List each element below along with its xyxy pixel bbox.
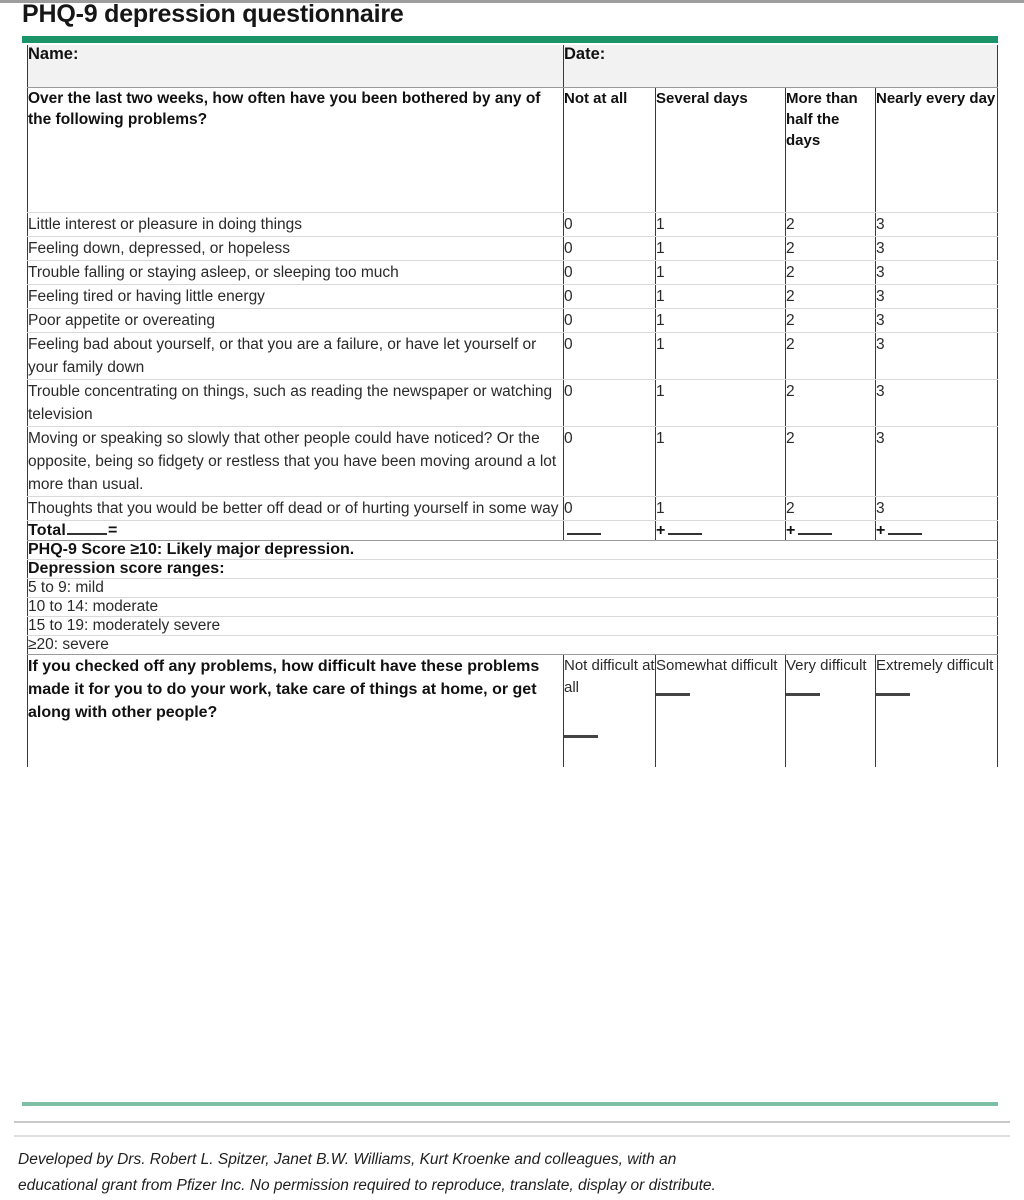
total-col-more-than-half[interactable] (786, 521, 876, 541)
total-blank-line[interactable] (888, 521, 922, 535)
item-score-3[interactable]: 3 (876, 333, 998, 380)
difficulty-option-somewhat-difficult[interactable] (656, 655, 786, 768)
item-score-3[interactable]: 3 (876, 261, 998, 285)
table-row (28, 213, 998, 237)
item-score-3[interactable]: 3 (876, 285, 998, 309)
name-label: Name: (28, 45, 79, 63)
prompt-header-row (28, 88, 998, 213)
total-row (28, 521, 998, 541)
footer-divider-rule (14, 1121, 1010, 1123)
option-header-several-days: Several days (656, 88, 786, 213)
date-label: Date: (564, 45, 606, 63)
questionnaire-table-wrapper (27, 45, 997, 767)
table-row (28, 427, 998, 497)
item-text: Trouble falling or staying asleep, or sleeping too much (28, 261, 564, 285)
item-score-1[interactable]: 1 (656, 497, 786, 521)
total-label-cell[interactable] (28, 521, 564, 541)
item-score-2[interactable]: 2 (786, 309, 876, 333)
name-field-cell[interactable] (28, 45, 564, 88)
difficulty-option-label: Extremely difficult (876, 657, 994, 674)
difficulty-option-very-difficult[interactable] (786, 655, 876, 768)
item-score-0[interactable]: 0 (564, 427, 656, 497)
functional-difficulty-row (28, 655, 998, 768)
table-row (28, 285, 998, 309)
item-score-2[interactable]: 2 (786, 285, 876, 309)
item-score-1[interactable]: 1 (656, 213, 786, 237)
name-date-row (28, 45, 998, 88)
difficulty-option-label: Not difficult at all (564, 657, 655, 696)
total-equals: = (108, 522, 118, 539)
total-label: Total (28, 522, 67, 539)
page-title: PHQ-9 depression questionnaire (22, 0, 404, 28)
item-score-3[interactable]: 3 (876, 497, 998, 521)
score-range-mild: 5 to 9: mild (28, 579, 998, 598)
item-score-3[interactable]: 3 (876, 427, 998, 497)
green-accent-bar (22, 36, 998, 43)
difficulty-option-extremely-difficult[interactable] (876, 655, 998, 768)
item-score-1[interactable]: 1 (656, 333, 786, 380)
item-score-0[interactable]: 0 (564, 285, 656, 309)
item-score-2[interactable]: 2 (786, 237, 876, 261)
difficulty-option-label: Very difficult (786, 657, 867, 674)
item-score-0[interactable]: 0 (564, 309, 656, 333)
item-text: Poor appetite or overeating (28, 309, 564, 333)
table-row (28, 309, 998, 333)
item-text: Feeling tired or having little energy (28, 285, 564, 309)
item-score-0[interactable]: 0 (564, 333, 656, 380)
footer-attribution-line-1: Developed by Drs. Robert L. Spitzer, Janet B.W. Williams, Kurt Kroenke and colleagues, with an (18, 1151, 677, 1168)
total-col-several-days[interactable] (656, 521, 786, 541)
difficulty-blank-line[interactable] (876, 693, 910, 696)
item-score-2[interactable]: 2 (786, 213, 876, 237)
total-blank-line[interactable] (668, 521, 702, 535)
plus-sign: + (786, 522, 796, 539)
item-score-2[interactable]: 2 (786, 333, 876, 380)
questionnaire-table (27, 45, 998, 767)
score-range-row (28, 636, 998, 655)
difficulty-question: If you checked off any problems, how difficult have these problems made it for you to do your work, take care of things at home, or get along with other people? (28, 655, 564, 768)
item-score-0[interactable]: 0 (564, 497, 656, 521)
option-header-nearly-every-day: Nearly every day (876, 88, 998, 213)
item-score-0[interactable]: 0 (564, 237, 656, 261)
ranges-heading: Depression score ranges: (28, 560, 998, 579)
prompt-question: Over the last two weeks, how often have you been bothered by any of the following problems? (28, 88, 564, 213)
item-text: Moving or speaking so slowly that other people could have noticed? Or the opposite, being so fidgety or restless that you have been moving around a lot more than usual. (28, 427, 564, 497)
footer-divider-rule-secondary (14, 1135, 1010, 1137)
item-score-1[interactable]: 1 (656, 261, 786, 285)
cutoff-note: PHQ-9 Score ≥10: Likely major depression. (28, 541, 998, 560)
difficulty-blank-line[interactable] (564, 735, 598, 738)
item-score-1[interactable]: 1 (656, 309, 786, 333)
table-row (28, 333, 998, 380)
item-score-2[interactable]: 2 (786, 497, 876, 521)
date-field-cell[interactable] (564, 45, 998, 88)
difficulty-blank-line[interactable] (786, 693, 820, 696)
item-score-1[interactable]: 1 (656, 427, 786, 497)
item-score-0[interactable]: 0 (564, 380, 656, 427)
item-score-1[interactable]: 1 (656, 380, 786, 427)
score-range-moderate: 10 to 14: moderate (28, 598, 998, 617)
ranges-heading-row (28, 560, 998, 579)
table-row (28, 237, 998, 261)
item-text: Little interest or pleasure in doing things (28, 213, 564, 237)
total-blank-line[interactable] (567, 521, 601, 535)
difficulty-option-label: Somewhat difficult (656, 657, 778, 674)
item-score-1[interactable]: 1 (656, 237, 786, 261)
total-blank-line[interactable] (67, 521, 107, 535)
score-range-row (28, 598, 998, 617)
total-blank-line[interactable] (798, 521, 832, 535)
table-row (28, 380, 998, 427)
footer-attribution-line-2: educational grant from Pfizer Inc. No permission required to reproduce, translate, display or distribute. (18, 1177, 716, 1194)
item-score-3[interactable]: 3 (876, 213, 998, 237)
item-text: Feeling down, depressed, or hopeless (28, 237, 564, 261)
score-range-severe: ≥20: severe (28, 636, 998, 655)
total-col-nearly-every-day[interactable] (876, 521, 998, 541)
item-score-2[interactable]: 2 (786, 380, 876, 427)
item-score-1[interactable]: 1 (656, 285, 786, 309)
cutoff-note-row (28, 541, 998, 560)
table-row (28, 261, 998, 285)
score-range-moderately-severe: 15 to 19: moderately severe (28, 617, 998, 636)
item-score-0[interactable]: 0 (564, 213, 656, 237)
item-score-2[interactable]: 2 (786, 427, 876, 497)
item-text: Feeling bad about yourself, or that you are a failure, or have let yourself or your family down (28, 333, 564, 380)
score-range-row (28, 617, 998, 636)
item-score-2[interactable]: 2 (786, 261, 876, 285)
score-range-row (28, 579, 998, 598)
item-score-3[interactable]: 3 (876, 309, 998, 333)
item-score-3[interactable]: 3 (876, 380, 998, 427)
table-bottom-green-border (22, 1102, 998, 1106)
plus-sign: + (876, 522, 886, 539)
total-col-not-at-all[interactable] (564, 521, 656, 541)
plus-sign: + (656, 522, 666, 539)
option-header-not-at-all: Not at all (564, 88, 656, 213)
option-header-more-than-half-the-days: More than half the days (786, 88, 876, 213)
difficulty-option-not-difficult[interactable] (564, 655, 656, 768)
table-row (28, 497, 998, 521)
difficulty-blank-line[interactable] (656, 693, 690, 696)
item-score-3[interactable]: 3 (876, 237, 998, 261)
item-score-0[interactable]: 0 (564, 261, 656, 285)
item-text: Trouble concentrating on things, such as reading the newspaper or watching television (28, 380, 564, 427)
item-text: Thoughts that you would be better off dead or of hurting yourself in some way (28, 497, 564, 521)
